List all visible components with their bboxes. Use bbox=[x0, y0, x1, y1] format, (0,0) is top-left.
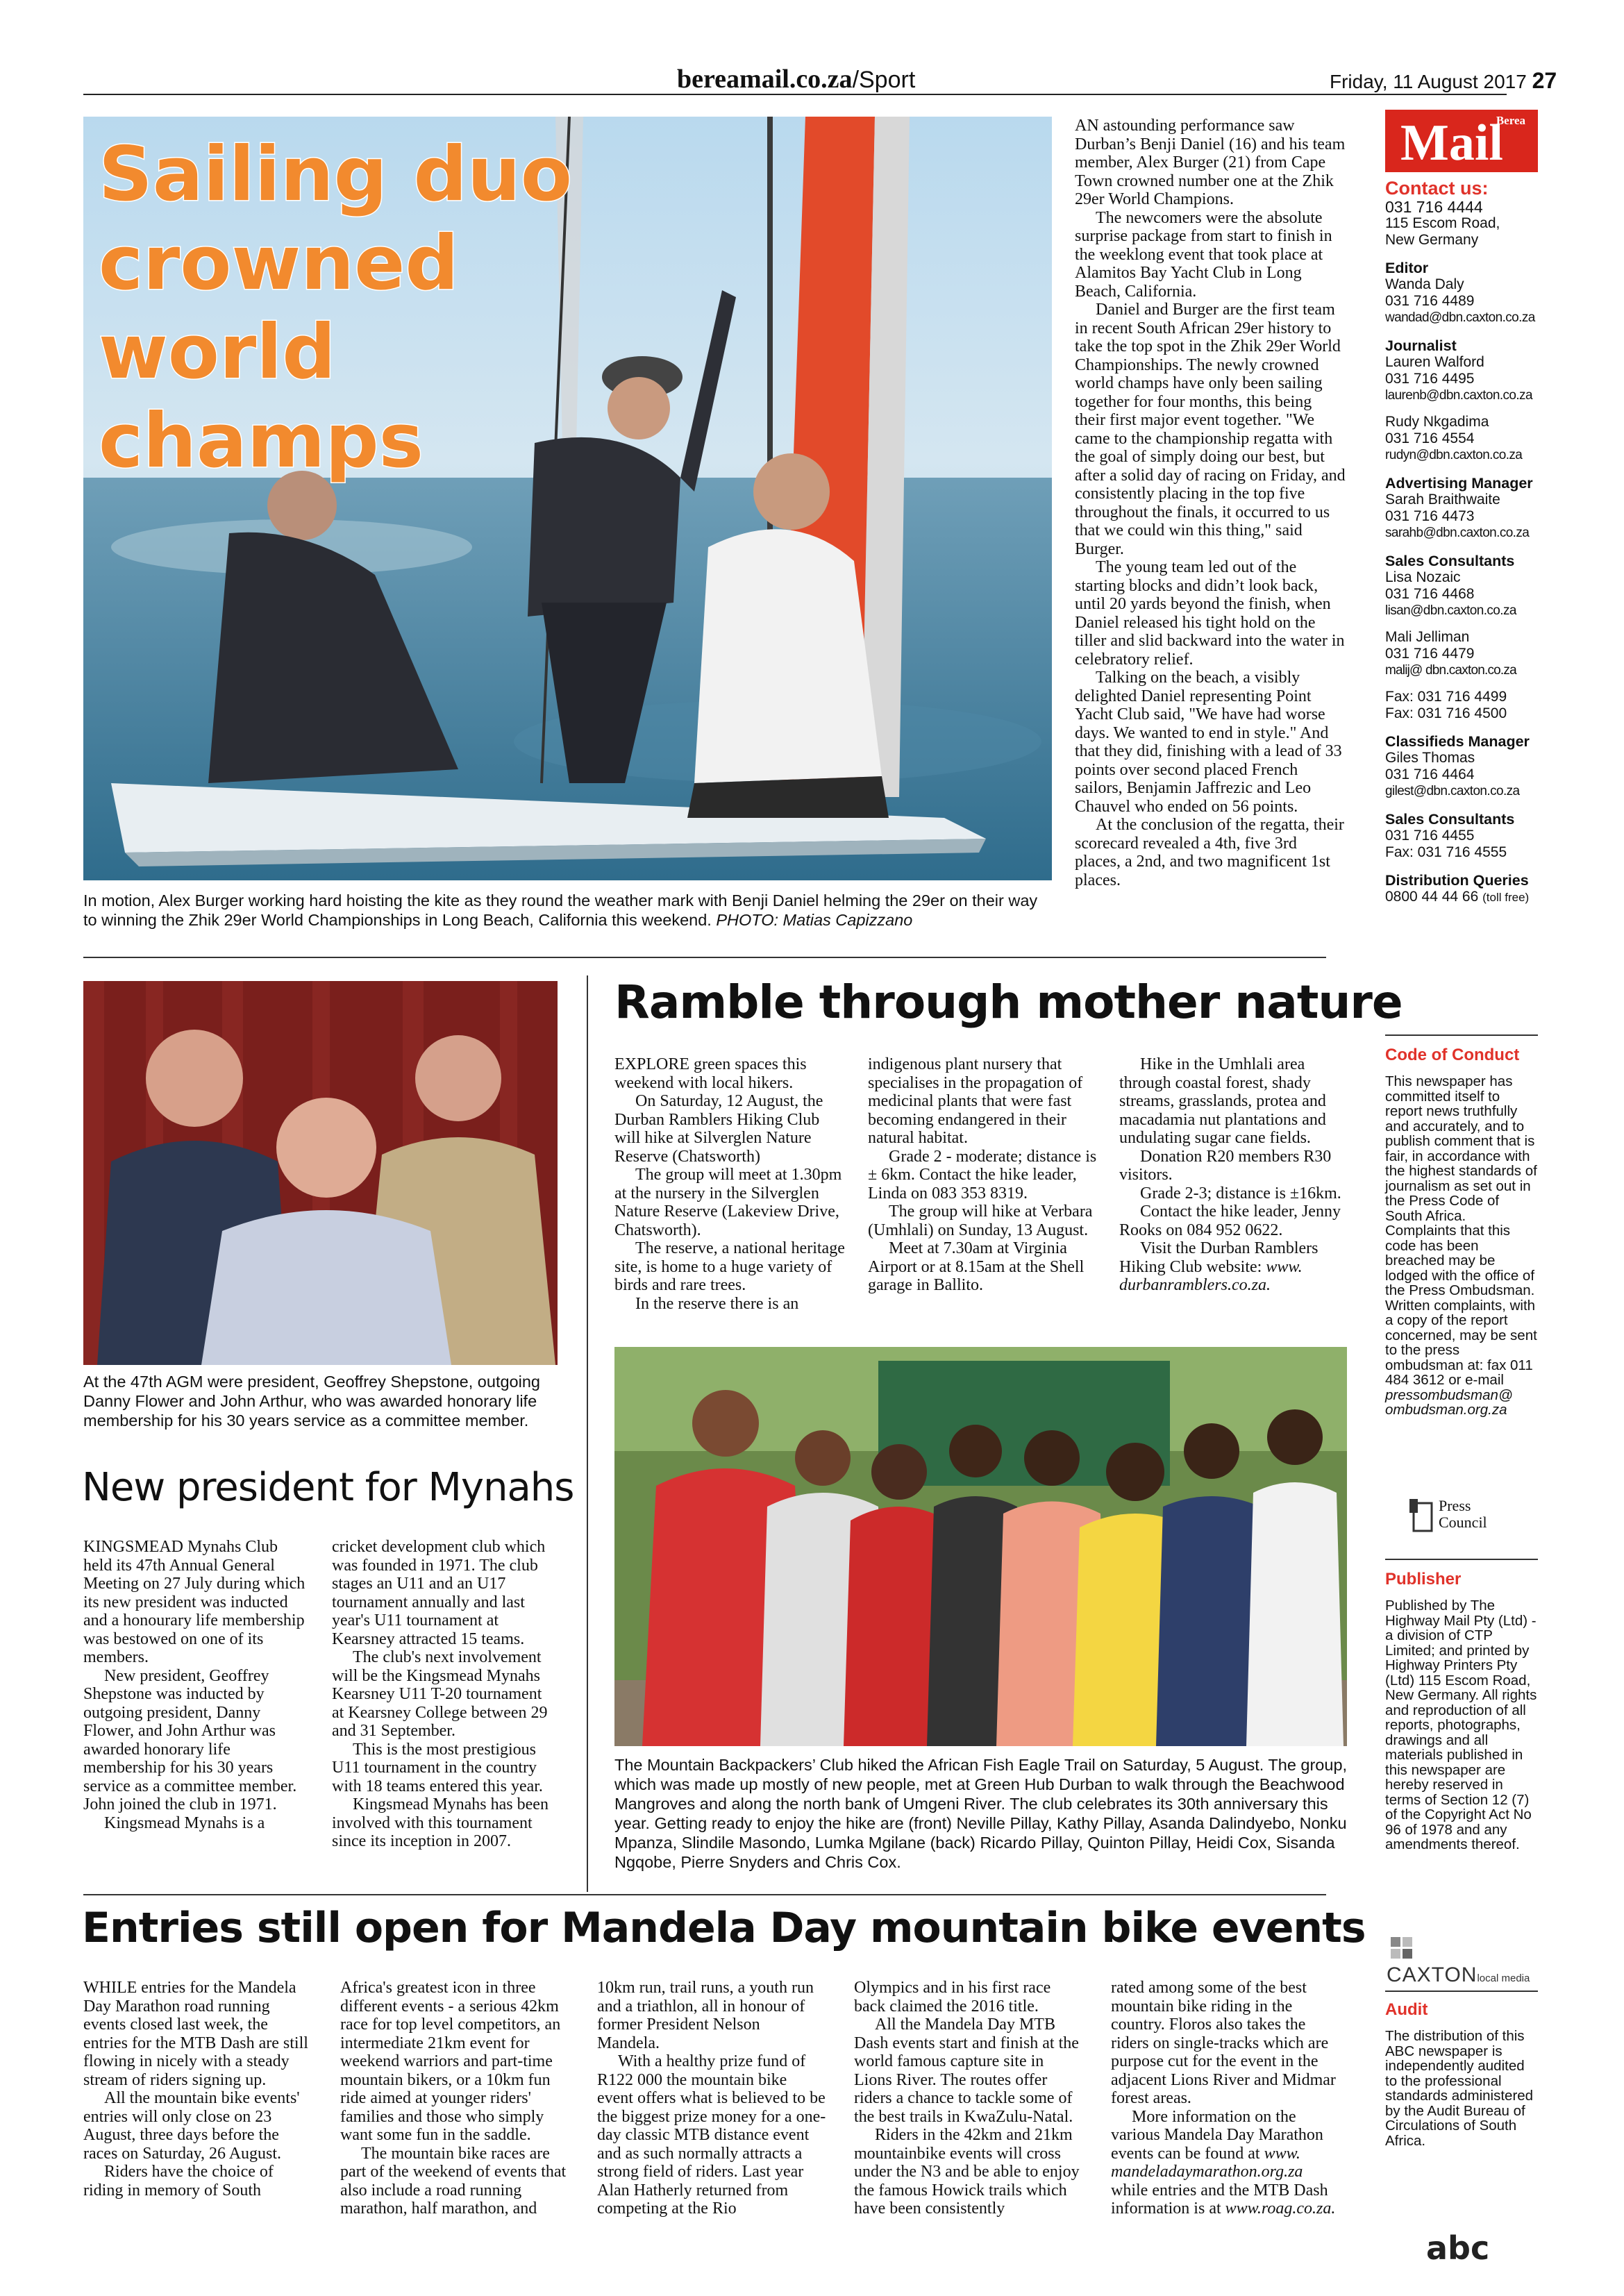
classifieds-phone: 031 716 4464 bbox=[1385, 766, 1475, 782]
mandela-paragraph: 10km run, trail runs, a youth run and a triathlon, all in honour of former President Nelson Mandela. bbox=[597, 1979, 814, 2052]
ramble-paragraph: The group will hike at Verbara (Umhlali) on Sunday, 13 August. bbox=[868, 1203, 1093, 1239]
press-council-line1: Press bbox=[1439, 1497, 1471, 1514]
journalist-email[interactable]: rudyn@dbn.caxton.co.za bbox=[1385, 448, 1523, 462]
journalist-name: Rudy Nkgadima bbox=[1385, 414, 1489, 430]
ramble-col2 bbox=[868, 1055, 1100, 1295]
sidebar-rule bbox=[1385, 1559, 1538, 1560]
column-rule bbox=[587, 975, 588, 1892]
sidebar-contacts bbox=[1385, 178, 1545, 906]
sailing-headline-line4: champs bbox=[99, 398, 424, 485]
mynahs-paragraph: cricket development club which was founded in 1971. The club stages an U11 and an U17 tournament annually and last year's U11 tournament at Kearsney attracted 15 teams. bbox=[332, 1538, 546, 1648]
ramble-paragraph: EXPLORE green spaces this weekend with local hikers. bbox=[614, 1055, 807, 1092]
mandela-col5 bbox=[1111, 1979, 1340, 2218]
ramble-paragraph: In the reserve there is an bbox=[635, 1294, 799, 1313]
code-text: This newspaper has committed itself to report news truthfully and accurately, and to publish comment that is fair, in accordance with the highest standards of journalism as set out in the Press Code of South Africa. Complaints that this code has been breached may be lodged with the office of the Press Ombudsman. Written complaints, with a copy of the report concerned, may be sent to the press ombudsman at: fax 011 484 3612 or e-mail bbox=[1385, 1073, 1537, 1388]
publisher-body: Published by The Highway Mail Pty (Ltd) - a division of CTP Limited; and printed by Highway Printers Pty (Ltd) 115 Escom Road, New Germany. All rights and reproduction of all reports, photographs, drawings and all materials published in this newspaper are hereby reserved in terms of Section 12 (7) of the Copyright Act No 96 of 1978 and any amendments thereof. bbox=[1385, 1598, 1537, 1852]
audit-body: The distribution of this ABC newspaper is independently audited to the professional standards administered by the Audit Bureau of Circulations of South Africa. bbox=[1385, 2028, 1534, 2149]
publisher-box bbox=[1385, 1569, 1539, 1852]
ramble-caption: The Mountain Backpackers’ Club hiked the African Fish Eagle Trail on Saturday, 5 August. The group, which was made up mostly of new people, met at Green Hub Durban to walk through the Beachwood Mangroves and along the north bank of Umgeni River. The club celebrates its 30th anniversary this year. Getting ready to enjoy the hike are (front) Neville Pillay, Kathy Pillay, Asanda Dalindyebo, Nonku Mpanza, Slindile Masondo, Lumka Mgilane (back) Ricardo Pillay, Quinton Pillay, Heidi Cox, Sisanda Ngqobe, Pierre Snyders and Chris Cox. bbox=[614, 1756, 1348, 1871]
sailing-paragraph: The young team led out of the starting blocks and didn’t look back, until 20 yards beyond the finish, when Daniel released his tight hold on the tiller and slid backward into the water in celebratory relief. bbox=[1075, 558, 1345, 669]
ramble-paragraph: Donation R20 members R30 visitors. bbox=[1119, 1147, 1332, 1184]
distribution-number: 0800 44 44 66 bbox=[1385, 889, 1479, 905]
caxton-name: CAXTON bbox=[1387, 1963, 1477, 1986]
toll-free-note: (toll free) bbox=[1482, 891, 1530, 904]
distribution-phone bbox=[1385, 889, 1545, 906]
sales-name: Mali Jelliman bbox=[1385, 629, 1470, 645]
sailing-paragraph: Talking on the beach, a visibly delighted Daniel representing Point Yacht Club said, "We have had worse days. We wanted to end in style." And that they did, finishing with a lead of 33 points over second placed French sailors, Benjamin Jaffrezic and Leo Chauvel who ended on 56 points. bbox=[1075, 669, 1342, 816]
sales-phone: 031 716 4468 bbox=[1385, 586, 1475, 602]
journalist-email[interactable]: laurenb@dbn.caxton.co.za bbox=[1385, 388, 1532, 403]
ramble-paragraph: Grade 2-3; distance is ±16km. bbox=[1140, 1184, 1341, 1203]
ramble-paragraph: The group will meet at 1.30pm at the nursery in the Silverglen Nature Reserve (Lakeview Drive, Chatsworth). bbox=[614, 1166, 842, 1239]
mynahs-caption: At the 47th AGM were president, Geoffrey Shepstone, outgoing Danny Flower and John Arthur, who was awarded honorary life membership for his 30 years service as a committee member. bbox=[83, 1373, 540, 1430]
ramble-paragraph: Hike in the Umhlali area through coastal forest, shady streams, grasslands, protea and macadamia nut plantations and undulating sugar cane fields. bbox=[1119, 1055, 1326, 1147]
ramble-col1 bbox=[614, 1055, 847, 1313]
ramble-paragraph: indigenous plant nursery that specialises in the propagation of medicinal plants that were fast becoming endangered in their natural habitat. bbox=[868, 1055, 1083, 1147]
audit-box bbox=[1385, 2000, 1539, 2148]
sailing-paragraph: Daniel and Burger are the first team in recent South African 29er history to take the top spot in the Zhik 29er World Championships. The newly crowned world champs have only been sailing together for four months, this being their first major event together. "We came to the championship regatta with the goal of simply doing our best, but after a solid day of racing on Friday, and consistently placing in the top five throughout the finals, it occurred to us that we could win this thing," said Burger. bbox=[1075, 301, 1346, 558]
ramble-photo-illustration bbox=[614, 1347, 1347, 1746]
mandela-paragraph: The mountain bike races are part of the weekend of events that also include a road running marathon, half marathon, and bbox=[340, 2144, 567, 2218]
page-number: 27 bbox=[1532, 68, 1557, 93]
ramble-paragraph: Grade 2 - moderate; distance is ± 6km. Contact the hike leader, Linda on 083 353 8319. bbox=[868, 1147, 1097, 1203]
mandela-paragraph: Riders have the choice of riding in memory of South bbox=[83, 2163, 274, 2199]
distribution-heading: Distribution Queries bbox=[1385, 872, 1529, 889]
advertising-email[interactable]: sarahb@dbn.caxton.co.za bbox=[1385, 526, 1530, 540]
section-divider bbox=[83, 1894, 1326, 1895]
classifieds-email[interactable]: gilest@dbn.caxton.co.za bbox=[1385, 784, 1520, 798]
mandela-paragraph: rated among some of the best mountain bike riding in the country. Floros also takes the riders on single-tracks which are purpose cut for the event in the adjacent Lions River and Midmar forest areas. bbox=[1111, 1979, 1336, 2107]
sailing-headline-line2: crowned bbox=[99, 220, 459, 307]
mynahs-photo bbox=[83, 981, 558, 1365]
fax-number: Fax: 031 716 4499 bbox=[1385, 689, 1507, 705]
ramble-col3 bbox=[1119, 1055, 1348, 1295]
classifieds-name: Giles Thomas bbox=[1385, 750, 1475, 766]
sailing-photo-illustration bbox=[83, 117, 1052, 880]
mynahs-col2 bbox=[332, 1538, 558, 1851]
abc-icon bbox=[1423, 2229, 1507, 2270]
journalist-phone: 031 716 4495 bbox=[1385, 371, 1475, 387]
sales-phone: 031 716 4479 bbox=[1385, 646, 1475, 662]
sailing-photo bbox=[83, 117, 1052, 880]
mandela-paragraph: All the Mandela Day MTB Dash events start and finish at the world famous capture site in Lions River. The routes offer riders a chance to tackle some of the best trails in KwaZulu-Natal. bbox=[854, 2016, 1079, 2126]
mandela-col1 bbox=[83, 1979, 312, 2199]
audit-heading: Audit bbox=[1385, 2000, 1428, 2019]
advertising-phone: 031 716 4473 bbox=[1385, 508, 1475, 524]
mandela-col4 bbox=[854, 1979, 1083, 2218]
mynahs-paragraph: The club's next involvement will be the Kingsmead Mynahs Kearsney U11 T-20 tournament at Kearsney College between 29 and 31 September. bbox=[332, 1648, 548, 1740]
sales-name: Lisa Nozaic bbox=[1385, 569, 1461, 585]
ramble-photo bbox=[614, 1347, 1347, 1746]
sailing-headline-line3: world bbox=[99, 309, 336, 396]
ramble-paragraph: Meet at 7.30am at Virginia Airport or at 8.15am at the Shell garage in Ballito. bbox=[868, 1239, 1085, 1294]
sales2-phone: 031 716 4455 bbox=[1385, 828, 1475, 844]
editor-heading: Editor bbox=[1385, 260, 1429, 276]
editor-phone: 031 716 4489 bbox=[1385, 293, 1475, 309]
press-council-icon bbox=[1409, 1499, 1437, 1534]
sailing-article bbox=[1075, 117, 1346, 889]
caxton-icon bbox=[1391, 1937, 1424, 1965]
sidebar-rule bbox=[1385, 1034, 1538, 1036]
press-council-line2: Council bbox=[1439, 1514, 1487, 1531]
mynahs-photo-illustration bbox=[83, 981, 558, 1365]
mynahs-headline: New president for Mynahs bbox=[82, 1465, 574, 1510]
sales2-fax: Fax: 031 716 4555 bbox=[1385, 844, 1507, 860]
mandela-roag-link[interactable]: www.roag.co.za. bbox=[1225, 2199, 1336, 2218]
advertising-heading: Advertising Manager bbox=[1385, 475, 1533, 492]
abc-logo-text: abc bbox=[1426, 2229, 1490, 2267]
code-heading: Code of Conduct bbox=[1385, 1046, 1520, 1064]
sailing-caption bbox=[83, 891, 1055, 930]
mynahs-paragraph: New president, Geoffrey Shepstone was inducted by outgoing president, Danny Flower, and John Arthur was awarded honorary life membership for his 30 years service as a committee member. John joined the club in 1971. bbox=[83, 1666, 297, 1813]
dateline bbox=[1330, 68, 1557, 94]
address-line: 115 Escom Road, bbox=[1385, 215, 1500, 231]
journalist-phone: 031 716 4554 bbox=[1385, 430, 1475, 446]
fax-number: Fax: 031 716 4500 bbox=[1385, 705, 1507, 721]
caxton-subtitle: local media bbox=[1477, 1972, 1530, 1984]
editor-email[interactable]: wandad@dbn.caxton.co.za bbox=[1385, 310, 1535, 325]
logo-big-text: Mail bbox=[1400, 115, 1503, 171]
sailing-photo-credit: PHOTO: Matias Capizzano bbox=[716, 911, 913, 929]
ramble-paragraph: On Saturday, 12 August, the Durban Ramblers Hiking Club will hike at Silverglen Nature Reserve (Chatsworth) bbox=[614, 1092, 823, 1166]
abc-logo bbox=[1423, 2229, 1507, 2270]
section-divider bbox=[83, 957, 1326, 958]
mandela-paragraph bbox=[1111, 2108, 1340, 2218]
sales-email[interactable]: malij@ dbn.caxton.co.za bbox=[1385, 663, 1516, 678]
sailing-headline-line1: Sailing duo bbox=[99, 131, 572, 218]
mandela-paragraph: Africa's greatest icon in three different events - a serious 42km race for top level competitors, an intermediate 21km event for weekend warriors and part-time mountain bikers, or a 10km fun ride aimed at younger riders' families and those who simply want some fun in the saddle. bbox=[340, 1979, 561, 2144]
sailing-caption-text: In motion, Alex Burger working hard hoisting the kite as they round the weather mark with Benji Daniel helming the 29er on their way to winning the Zhik 29er World Championships in Long Beach, California this weekend. bbox=[83, 891, 1038, 929]
contact-phone: 031 716 4444 bbox=[1385, 198, 1483, 216]
logo-small-text: Berea bbox=[1496, 114, 1525, 127]
mynahs-col1 bbox=[83, 1538, 307, 1832]
editor-name: Wanda Daly bbox=[1385, 276, 1464, 292]
journalist-name: Lauren Walford bbox=[1385, 354, 1484, 370]
mandela-paragraph: All the mountain bike events' entries will only close on 23 August, three days before the races on Saturday, 26 August. bbox=[83, 2089, 300, 2163]
sailing-paragraph: AN astounding performance saw Durban’s Benji Daniel (16) and his team member, Alex Burger (21) from Cape Town crowned number one at the Zhik 29er World Champions. bbox=[1075, 117, 1346, 208]
mandela-paragraph: With a healthy prize fund of R122 000 the mountain bike event offers what is believed to be the biggest prize money for a one-day classic MTB distance event and as such normally attracts a strong field of riders. Last year Alan Hatherly returned from competing at the Rio bbox=[597, 2052, 826, 2218]
ramble-website-link[interactable]: www. durbanramblers.co.za. bbox=[1119, 1257, 1303, 1294]
journalist-heading: Journalist bbox=[1385, 337, 1457, 354]
caxton-text bbox=[1387, 1963, 1530, 1987]
sailing-paragraph: The newcomers were the absolute surprise package from start to finish in the weeklong event that took place at Alamitos Bay Yacht Club in Long Beach, California. bbox=[1075, 208, 1332, 301]
publisher-heading: Publisher bbox=[1385, 1570, 1462, 1589]
mynahs-paragraph: This is the most prestigious U11 tournament in the country with 18 teams entered this year. bbox=[332, 1740, 543, 1795]
ramble-paragraph: Contact the hike leader, Jenny Rooks on 084 952 0622. bbox=[1119, 1203, 1341, 1239]
sales-heading: Sales Consultants bbox=[1385, 553, 1515, 569]
code-body bbox=[1385, 1074, 1539, 1418]
section-name: /Sport bbox=[852, 67, 916, 93]
mandela-col3 bbox=[597, 1979, 826, 2218]
header-rule bbox=[83, 94, 1507, 95]
press-council-logo bbox=[1409, 1496, 1514, 1538]
mandela-paragraph: Olympics and in his first race back claimed the 2016 title. bbox=[854, 1979, 1051, 2016]
ramble-paragraph bbox=[1119, 1239, 1348, 1295]
mandela-col2 bbox=[340, 1979, 569, 2218]
mynahs-paragraph: Kingsmead Mynahs has been involved with this tournament since its inception in 2007. bbox=[332, 1795, 549, 1850]
contact-heading: Contact us: bbox=[1385, 178, 1489, 199]
issue-date: Friday, 11 August 2017 bbox=[1330, 71, 1527, 92]
site-domain: bereamail.co.za bbox=[677, 65, 853, 94]
mandela-marathon-link[interactable]: www. mandeladaymarathon.org.za bbox=[1111, 2144, 1303, 2181]
mandela-paragraph: WHILE entries for the Mandela Day Marathon road running events closed last week, the entries for the MTB Dash are still flowing in nicely with a steady stream of riders signing up. bbox=[83, 1979, 308, 2089]
sidebar-rule bbox=[1385, 1991, 1538, 1992]
site-name bbox=[677, 64, 915, 94]
ramble-paragraph: The reserve, a national heritage site, is home to a huge variety of birds and rare trees. bbox=[614, 1239, 845, 1294]
sales2-heading: Sales Consultants bbox=[1385, 811, 1515, 828]
sales-email[interactable]: lisan@dbn.caxton.co.za bbox=[1385, 603, 1516, 618]
code-of-conduct bbox=[1385, 1045, 1539, 1418]
mynahs-paragraph: KINGSMEAD Mynahs Club held its 47th Annual General Meeting on 27 July during which its new president was inducted and a honourary life membership was bestowed on one of its members. bbox=[83, 1538, 305, 1666]
mandela-paragraph: Riders in the 42km and 21km mountainbike events will cross under the N3 and be able to enjoy the famous Howick trails which have been consistently bbox=[854, 2126, 1080, 2218]
ramble-headline: Ramble through mother nature bbox=[614, 975, 1403, 1029]
mandela-info-text: More information on the various Mandela Day Marathon events can be found at bbox=[1111, 2107, 1323, 2163]
sailing-paragraph: At the conclusion of the regatta, their scorecard revealed a 4th, five 3rd places, a 2nd, and two magnificent 1st places. bbox=[1075, 816, 1344, 889]
mynahs-paragraph: Kingsmead Mynahs is a bbox=[104, 1813, 265, 1832]
ombudsman-email[interactable]: pressombudsman@ ombudsman.org.za bbox=[1385, 1386, 1513, 1418]
caxton-logo bbox=[1385, 1937, 1545, 1986]
advertising-name: Sarah Braithwaite bbox=[1385, 492, 1500, 508]
mandela-headline: Entries still open for Mandela Day mountain bike events bbox=[82, 1904, 1366, 1952]
address-line: New Germany bbox=[1385, 232, 1479, 248]
classifieds-heading: Classifieds Manager bbox=[1385, 733, 1530, 750]
mandela-info-text-2: while entries and the MTB Dash information is at bbox=[1111, 2181, 1328, 2218]
ramble-website-intro: Visit the Durban Ramblers Hiking Club website: bbox=[1119, 1239, 1319, 1276]
berea-mail-logo bbox=[1385, 110, 1538, 172]
press-council-text bbox=[1439, 1498, 1487, 1531]
